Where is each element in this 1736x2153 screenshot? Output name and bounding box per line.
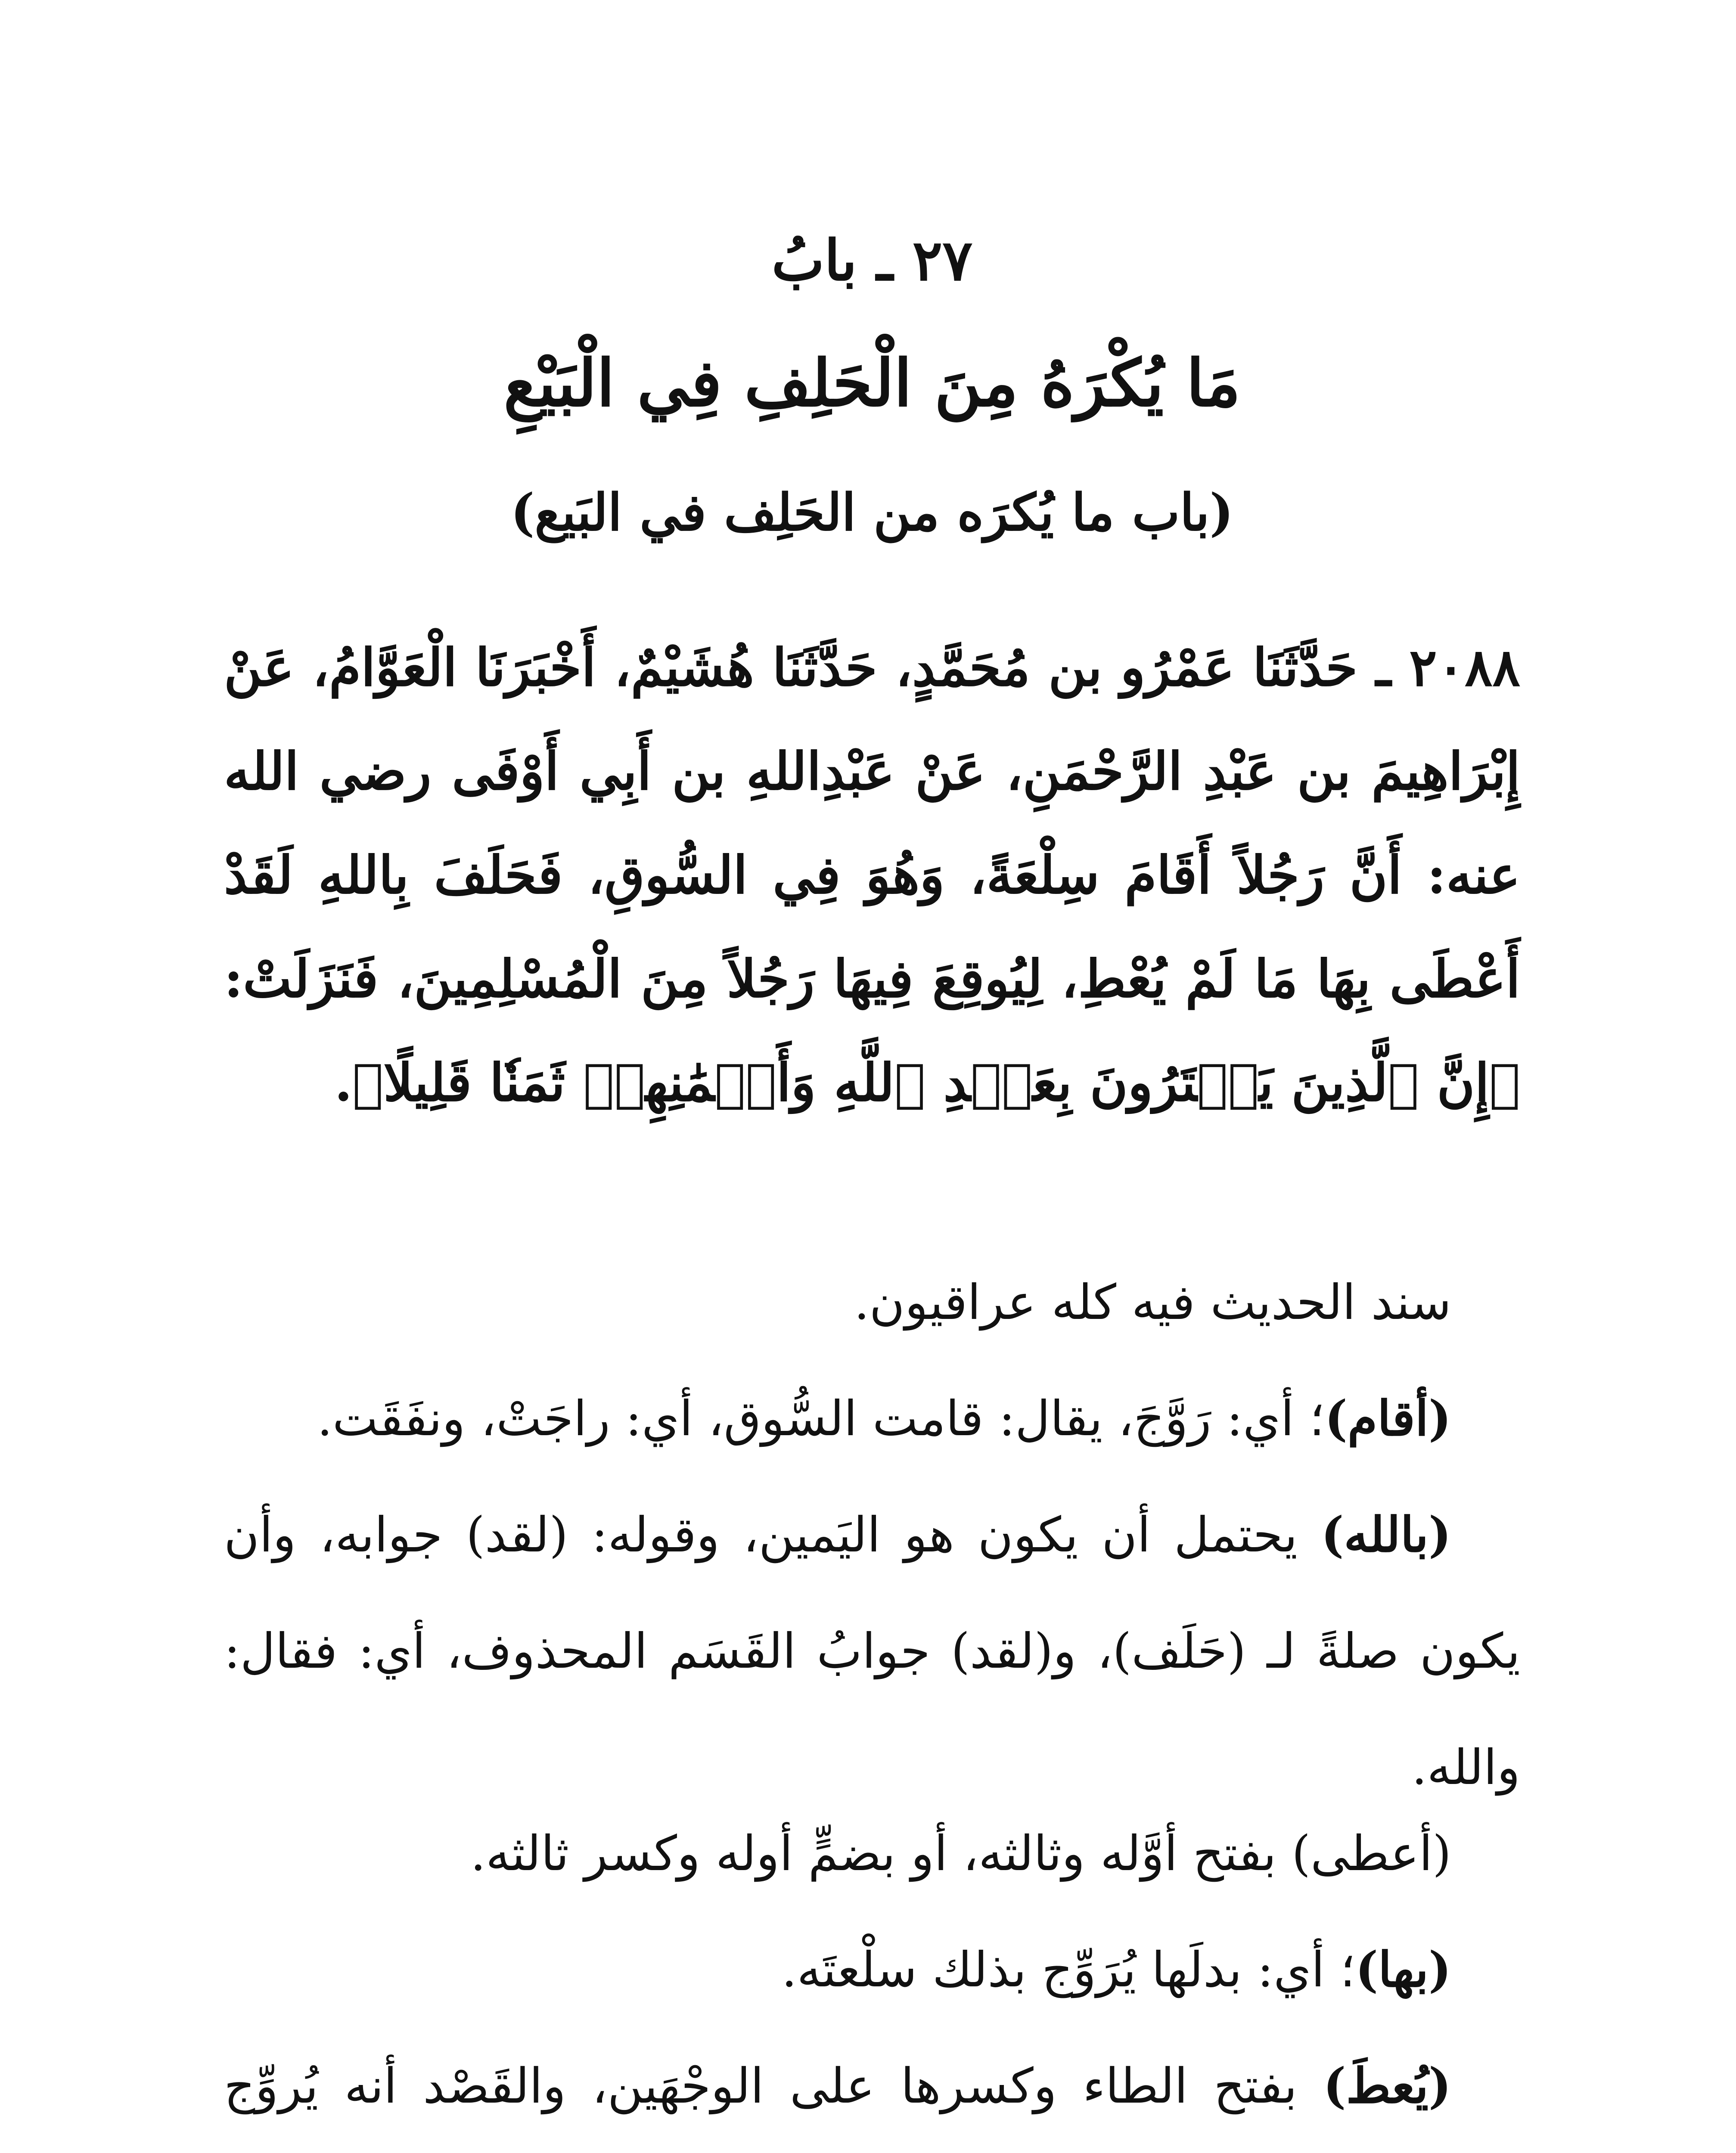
hadith-end: . (334, 1052, 353, 1113)
chapter-number: ٢٧ ـ بابُ (771, 227, 973, 293)
commentary-paragraph (224, 2028, 1520, 2153)
commentary-text: سند الحديث فيه كله عراقيون. (854, 1275, 1451, 1331)
commentary-text: ؛ أي: رَوَّجَ، يقال: قامت السُّوق، أي: راجَتْ، ونفَقَت. (317, 1391, 1325, 1447)
commentary-keyword: (أقام) (1324, 1390, 1451, 1447)
commentary-text: بفتح الطاء وكسرها على الوجْهَين، والقَصْد أنه يُروِّج (224, 2058, 1298, 2114)
commentary-text: ؛ أي: بدلَها يُرَوِّج بذلك سلْعتَه. (781, 1942, 1356, 1998)
hadith-text (224, 616, 1520, 1135)
chapter-subtitle: (باب ما يُكرَه من الحَلِف في البَيع) (510, 482, 1234, 542)
commentary-keyword: (بالله) (1321, 1507, 1451, 1563)
chapter-title: مَا يُكْرَهُ مِنَ الْحَلِفِ فِي الْبَيْعِ (503, 345, 1241, 421)
commentary-paragraph (224, 1796, 1520, 1912)
commentary-paragraph (224, 1244, 1520, 1361)
commentary-keyword: (يُعطَ) (1323, 2058, 1451, 2114)
commentary-text: يحتمل أن يكون هو اليَمين، وقوله: (لقد) جوابه، وأن يكون صلةً لـ (حَلَف)، و(لقد) جوابُ القَسَم المحذوف، أي: فقال: والله. (224, 1507, 1520, 1796)
commentary-paragraph (224, 1912, 1520, 2028)
commentary-paragraph (224, 1477, 1520, 1826)
quran-quote: ﴿إِنَّ ٱلَّذِينَ يَشۡتَرُونَ بِعَهۡدِ ٱللَّهِ وَأَيۡمَٰنِهِمۡ ثَمَنٗا قَلِيلًا﴾ (352, 1052, 1520, 1113)
commentary-text: (أعطى) بفتح أوَّله وثالثه، أو بضمٍّ أوله وكسر ثالثه. (470, 1826, 1451, 1882)
commentary-paragraph (224, 1361, 1520, 1477)
commentary-keyword: (بها) (1355, 1942, 1451, 1998)
hadith-body: ٢٠٨٨ ـ حَدَّثَنَا عَمْرُو بن مُحَمَّدٍ، حَدَّثَنَا هُشَيْمٌ، أَخْبَرَنَا الْعَوَّامُ، عَنْ إِبْرَاهِيمَ بن عَبْدِ الرَّحْمَنِ، عَنْ عَبْدِاللهِ بن أَبِي أَوْفَى رضي الله عنه: أَنَّ رَجُلاً أَقَامَ سِلْعَةً، وَهُوَ فِي السُّوقِ، فَحَلَفَ بِاللهِ لَقَدْ أَعْطَى بِهَا مَا لَمْ يُعْطِ، لِيُوقِعَ فِيهَا رَجُلاً مِنَ الْمُسْلِمِينَ، فَنَزَلَتْ: (224, 637, 1520, 1009)
